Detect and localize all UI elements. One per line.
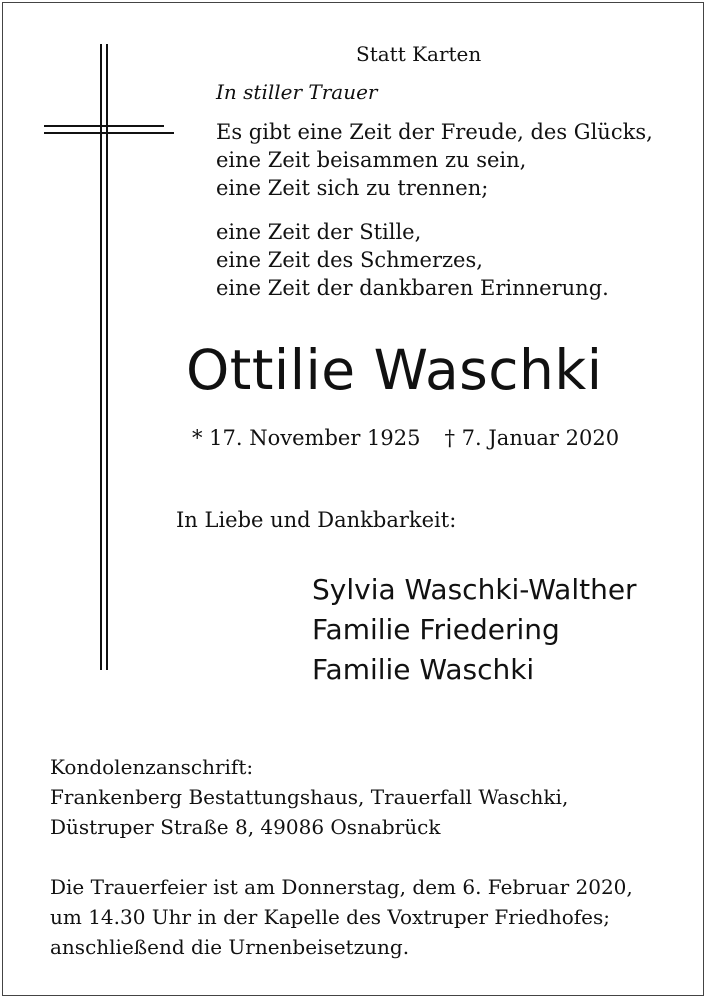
love-line: In Liebe und Dankbarkeit:: [176, 508, 457, 532]
cross-horizontal-bar: [44, 132, 174, 134]
condolence-address: [50, 752, 568, 842]
birth-date: * 17. November 1925: [192, 426, 421, 450]
address-line: Düstruper Straße 8, 49086 Osnabrück: [50, 815, 441, 839]
mourner-name: Sylvia Waschki-Walther: [312, 573, 637, 606]
poem-line: eine Zeit der dankbaren Erinnerung.: [216, 276, 609, 300]
ceremony-line: Die Trauerfeier ist am Donnerstag, dem 6. Februar 2020,: [50, 875, 633, 899]
mourner-name: Familie Friedering: [312, 613, 560, 646]
poem-line: eine Zeit beisammen zu sein,: [216, 148, 527, 172]
poem-stanza-2: [216, 218, 609, 302]
poem-stanza-1: [216, 118, 653, 202]
address-line: Frankenberg Bestattungshaus, Trauerfall Waschki,: [50, 785, 569, 809]
notice-heading: Statt Karten: [356, 42, 482, 66]
cross-vertical-bar: [100, 44, 102, 670]
mourners-list: [312, 570, 637, 690]
ceremony-line: anschließend die Urnenbeisetzung.: [50, 935, 410, 959]
life-dates: [192, 426, 619, 450]
poem-line: Es gibt eine Zeit der Freude, des Glücks,: [216, 120, 653, 144]
cross-vertical-bar: [106, 44, 108, 670]
notice-subheading: In stiller Trauer: [216, 80, 378, 104]
poem-line: eine Zeit des Schmerzes,: [216, 248, 483, 272]
death-date: † 7. Januar 2020: [444, 426, 620, 450]
address-line: Kondolenzanschrift:: [50, 755, 254, 779]
cross-horizontal-bar: [44, 125, 164, 127]
poem-line: eine Zeit der Stille,: [216, 220, 422, 244]
mourner-name: Familie Waschki: [312, 653, 535, 686]
poem-line: eine Zeit sich zu trennen;: [216, 176, 489, 200]
deceased-name: Ottilie Waschki: [186, 338, 603, 402]
ceremony-line: um 14.30 Uhr in der Kapelle des Voxtruper Friedhofes;: [50, 905, 611, 929]
ceremony-info: [50, 872, 633, 962]
